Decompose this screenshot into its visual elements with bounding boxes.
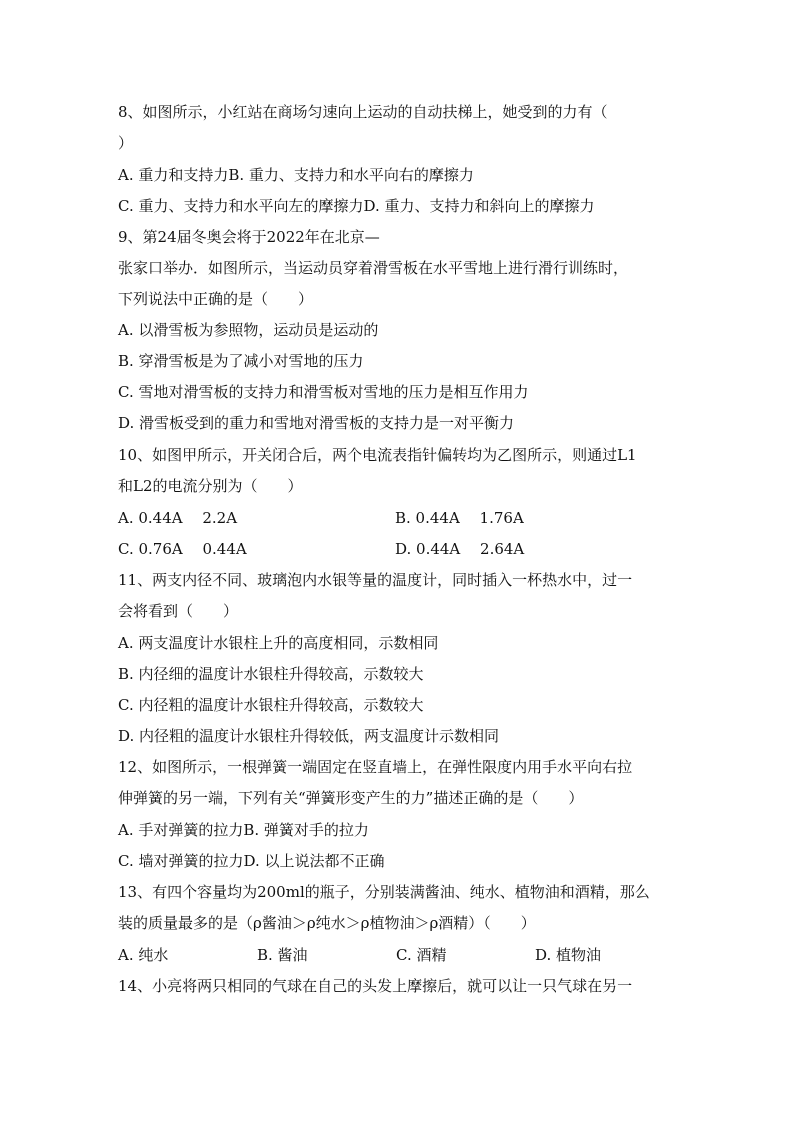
question-12-option-line-2: C. 墙对弹簧的拉力D. 以上说法都不正确 [118, 852, 385, 870]
question-13-option-a: A. 纯水 [118, 946, 169, 964]
question-11-option-c: C. 内径粗的温度计水银柱升得较高，示数较大 [118, 696, 424, 714]
question-11-stem-line-2: 会将看到（ ） [118, 602, 239, 620]
question-8-option-line-2: C. 重力、支持力和水平向左的摩擦力D. 重力、支持力和斜向上的摩擦力 [118, 197, 595, 215]
question-9-option-c: C. 雪地对滑雪板的支持力和滑雪板对雪地的压力是相互作用力 [118, 383, 529, 401]
question-12-stem-line-2: 伸弹簧的另一端，下列有关“弹簧形变产生的力”描述正确的是（ ） [118, 789, 584, 807]
question-10-option-d: D. 0.44A 2.64A [395, 540, 525, 558]
question-11-option-d: D. 内径粗的温度计水银柱升得较低，两支温度计示数相同 [118, 727, 500, 745]
question-13-option-d: D. 植物油 [535, 946, 602, 964]
question-13-stem-line-1: 13、有四个容量均为200ml的瓶子，分别装满酱油、纯水、植物油和酒精，那么 [118, 883, 650, 901]
question-9-stem-line-3: 下列说法中正确的是（ ） [118, 290, 314, 308]
question-10-option-b: B. 0.44A 1.76A [395, 509, 524, 527]
question-10-option-c: C. 0.76A 0.44A [118, 540, 247, 558]
question-10-stem-line-1: 10、如图甲所示，开关闭合后，两个电流表指针偏转均为乙图所示，则通过L1 [118, 446, 637, 464]
question-10-stem-line-2: 和L2的电流分别为（ ） [118, 477, 303, 495]
question-10-option-a: A. 0.44A 2.2A [118, 509, 238, 527]
question-14-stem-line-1: 14、小亮将两只相同的气球在自己的头发上摩擦后，就可以让一只气球在另一 [118, 977, 633, 995]
question-11-stem-line-1: 11、两支内径不同、玻璃泡内水银等量的温度计，同时插入一杯热水中，过一 [118, 571, 633, 589]
question-9-option-b: B. 穿滑雪板是为了减小对雪地的压力 [118, 352, 364, 370]
question-12-option-line-1: A. 手对弹簧的拉力B. 弹簧对手的拉力 [118, 821, 369, 839]
question-8-stem-line-1: 8、如图所示，小红站在商场匀速向上运动的自动扶梯上，她受到的力有（ [118, 103, 608, 121]
question-8-stem-line-2: ） [118, 134, 134, 152]
question-12-stem-line-1: 12、如图所示，一根弹簧一端固定在竖直墙上，在弹性限度内用手水平向右拉 [118, 758, 633, 776]
question-13-stem-line-2: 装的质量最多的是（ρ酱油＞ρ纯水＞ρ植物油＞ρ酒精）（ ） [118, 914, 536, 932]
question-9-stem-line-2: 张家口举办．如图所示，当运动员穿着滑雪板在水平雪地上进行滑行训练时， [118, 259, 629, 277]
question-9-option-d: D. 滑雪板受到的重力和雪地对滑雪板的支持力是一对平衡力 [118, 414, 515, 432]
question-11-option-a: A. 两支温度计水银柱上升的高度相同，示数相同 [118, 634, 439, 652]
question-8-option-line-1: A. 重力和支持力B. 重力、支持力和水平向右的摩擦力 [118, 166, 474, 184]
question-9-option-a: A. 以滑雪板为参照物，运动员是运动的 [118, 321, 379, 339]
question-13-option-c: C. 酒精 [396, 946, 447, 964]
question-13-option-b: B. 酱油 [257, 946, 308, 964]
question-11-option-b: B. 内径细的温度计水银柱升得较高，示数较大 [118, 665, 424, 683]
question-9-stem-line-1: 9、第24届冬奥会将于2022年在北京— [118, 228, 380, 246]
